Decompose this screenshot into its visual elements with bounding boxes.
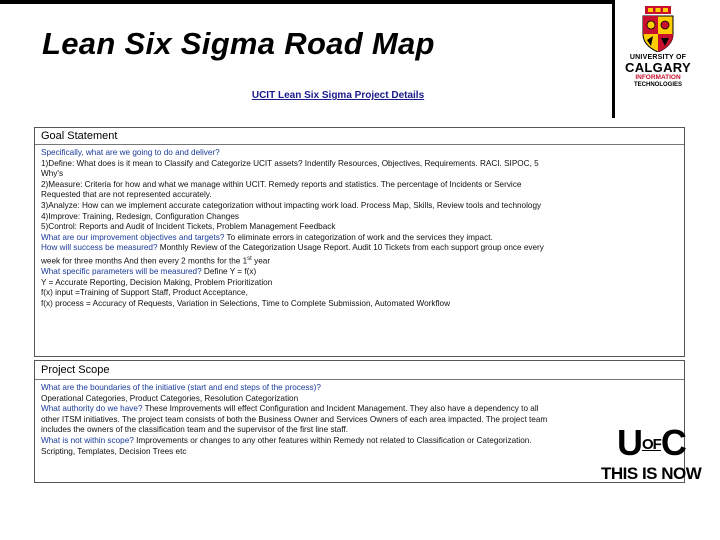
boundaries-question: What are the boundaries of the initiative (start and end steps of the process)? (41, 383, 321, 392)
success-line-2 (41, 254, 679, 267)
definition-line: f(x) input =Training of Support Staff, Product Acceptance, (41, 288, 248, 298)
improvement-answer: To eliminate errors in categorization of work and the services they impact. (224, 232, 493, 242)
logo-line-information: INFORMATION (635, 74, 681, 81)
goal-statement-body (35, 145, 684, 310)
goal-statement-box (34, 127, 685, 357)
project-scope-heading: Project Scope (35, 361, 684, 380)
out-of-scope-answer: Improvements or changes to any other features within Remedy not related to Classification or Categorization. (133, 435, 532, 445)
logo-line-calgary: CALGARY (625, 60, 691, 75)
success-answer-2: week for three months And then every 2 months for the 1 (41, 256, 248, 266)
success-answer: Monthly Review of the Categorization Usage Report. Audit 10 Tickets from each support group once every (157, 243, 544, 253)
parameters-answer: Define Y = f(x) (201, 267, 257, 277)
goal-line: 1)Define: What does is it mean to Classify and Categorize UCIT assets? Indentify Resources, Objectives, Requirements. RACI. SIPOC, 5 (41, 158, 539, 168)
uofc-brand-mark (601, 422, 705, 489)
goal-line: 4)Improve: Training, Redesign, Configuration Changes (41, 211, 239, 221)
improvement-line (41, 233, 679, 244)
project-scope-body (35, 380, 684, 457)
success-question: How will success be measured? (41, 243, 158, 253)
success-answer-2-end: year (251, 256, 271, 266)
goal-line: Specifically, what are we going to do and deliver? (41, 148, 220, 157)
out-of-scope-continued: Scripting, Templates, Decision Trees etc (41, 446, 187, 456)
success-line (41, 243, 679, 254)
boundaries-answer: Operational Categories, Product Categories, Resolution Categorization (41, 393, 299, 403)
uofc-of: OF (642, 436, 661, 453)
brand-tagline: THIS IS NOW (601, 464, 702, 483)
authority-answer: These Improvements will effect Configuration and Incident Management. They also have a dependency to all (142, 404, 539, 414)
slide-subtitle: UCIT Lean Six Sigma Project Details (251, 90, 425, 101)
goal-line: Requested that are not represented accurately. (41, 190, 212, 200)
authority-question: What authority do we have? (41, 404, 143, 414)
definition-line: Y = Accurate Reporting, Decision Making, Problem Prioritization (41, 277, 273, 287)
parameters-question: What specific parameters will be measured? (41, 267, 202, 277)
authority-continued: includes the owners of the classification team and the supervisor of the first line staff. (41, 425, 349, 435)
goal-line: 3)Analyze: How can we implement accurate categorization without impacting work load. Process Map, Skills, Review tools and technology (41, 200, 542, 210)
out-of-scope-question: What is not within scope? (41, 435, 134, 445)
authority-continued: other ITSM initiatives. The project team consists of both the Business Owner and Services Owners of each area impacted. The project team (41, 414, 548, 424)
uofc-logo (617, 422, 720, 463)
definition-line: f(x) process = Accuracy of Requests, Variation in Selections, Time to Complete Submission, Automated Workflow (41, 299, 451, 309)
project-scope-box (34, 360, 685, 483)
goal-statement-heading: Goal Statement (35, 128, 684, 145)
uofc-c: C (660, 422, 686, 463)
improvement-question: What are our improvement objectives and targets? (41, 232, 225, 242)
crest-icon (639, 6, 677, 52)
superscript-st: st (247, 255, 252, 262)
parameters-line (41, 267, 679, 278)
goal-line: 5)Control: Reports and Audit of Incident Tickets, Problem Management Feedback (41, 222, 336, 232)
authority-line (41, 404, 679, 415)
goal-line: Why's (41, 169, 64, 179)
goal-line: 2)Measure: Criteria for how and what we manage within UCIT. Remedy reports and statistics. The percentage of Incidents or Service (41, 179, 522, 189)
top-rule (0, 0, 612, 4)
uofc-u: U (617, 422, 642, 463)
out-of-scope-line (41, 436, 679, 447)
logo-line-university: UNIVERSITY OF (629, 54, 687, 61)
logo-line-technologies: TECHNOLOGIES (633, 82, 682, 88)
slide-title: Lean Six Sigma Road Map (42, 26, 435, 61)
